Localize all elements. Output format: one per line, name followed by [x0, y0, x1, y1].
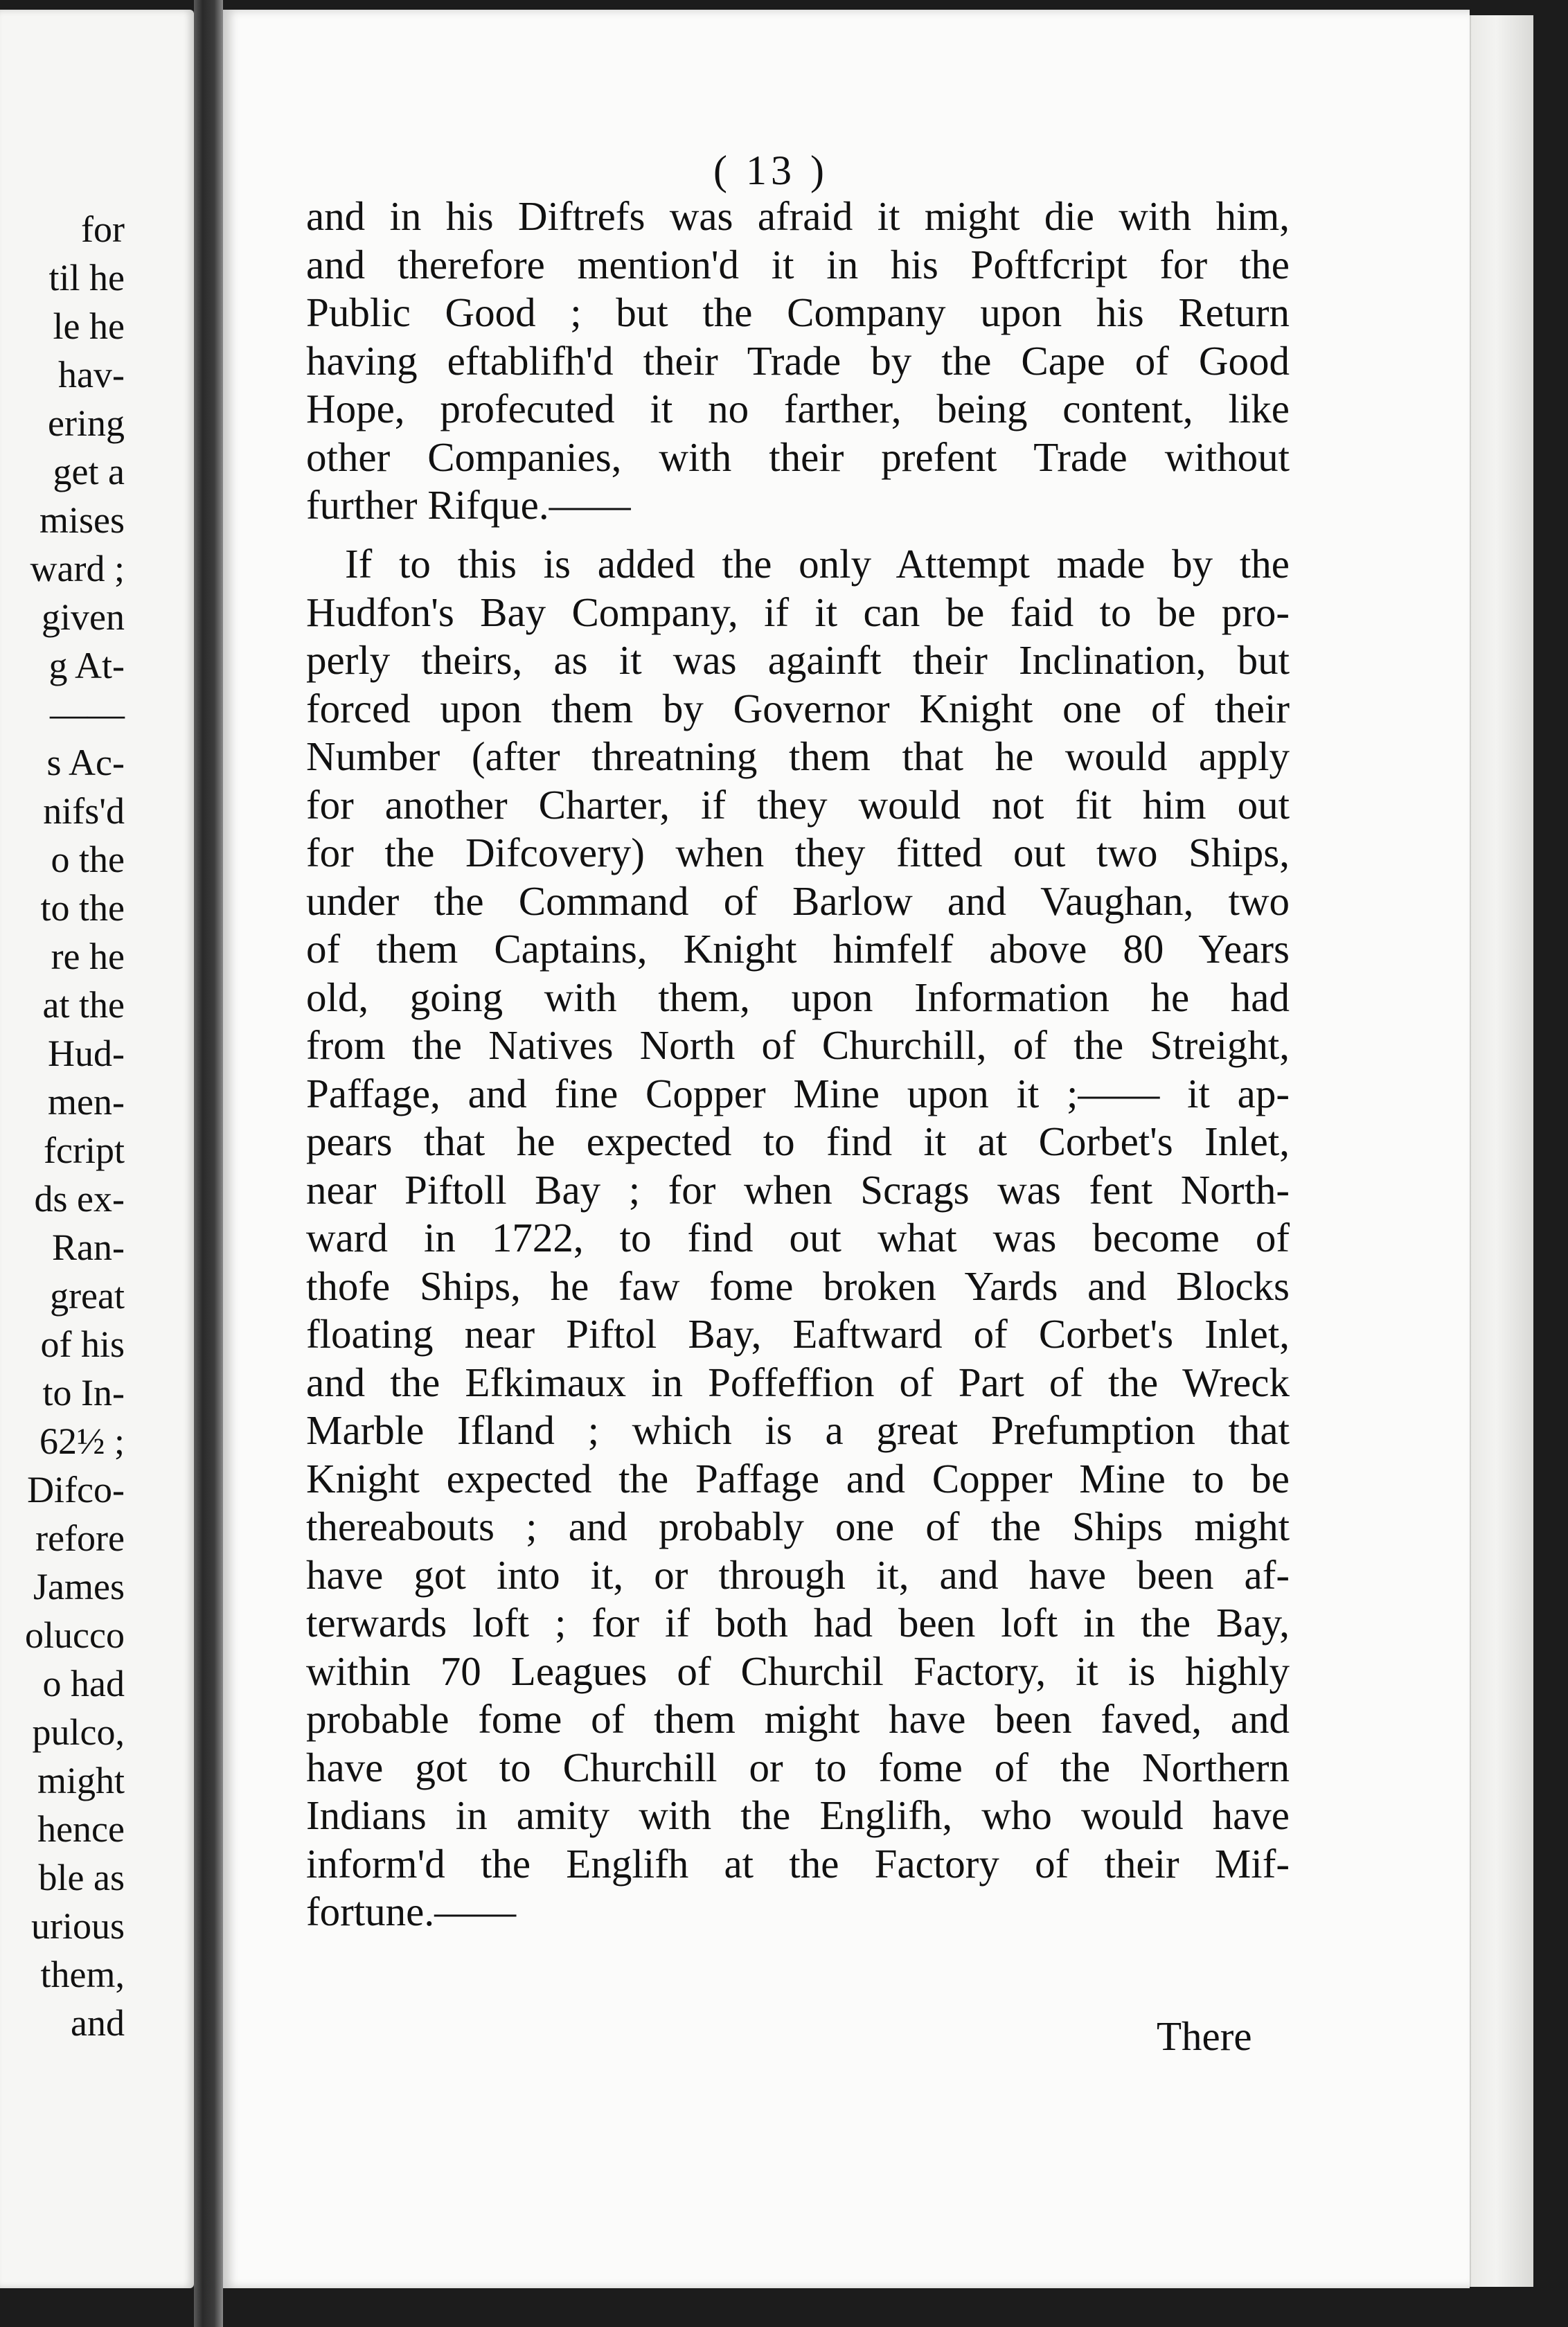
text-line: forced upon them by Governor Knight one of their: [306, 685, 1290, 731]
page-edge: [1470, 15, 1533, 2287]
left-page-line: ds ex-: [34, 1178, 125, 1220]
text-line: terwards loft ; for if both had been loft in the Bay,: [306, 1600, 1290, 1646]
left-page-line: for: [81, 208, 125, 250]
text-line: and in his Diftrefs was afraid it might die with him,: [306, 193, 1290, 239]
text-line: for the Difcovery) when they fitted out two Ships,: [306, 830, 1290, 875]
left-page-line: them,: [40, 1954, 125, 1995]
text-line: further Rifque.——: [306, 482, 631, 528]
left-page-line: ering: [48, 402, 125, 444]
left-page-line: of his: [40, 1323, 125, 1365]
paragraph-1: [306, 193, 1290, 530]
text-line: pears that he expected to find it at Corbet's Inlet,: [306, 1118, 1290, 1164]
left-page-line: to In-: [42, 1372, 125, 1414]
text-line: old, going with them, upon Information he had: [306, 974, 1290, 1020]
text-line: Hudfon's Bay Company, if it can be faid to be pro-: [306, 589, 1290, 635]
text-line: have got into it, or through it, and have been af-: [306, 1551, 1290, 1598]
left-page-line: pulco,: [32, 1711, 125, 1753]
left-page-line: might: [37, 1760, 125, 1801]
text-line: near Piftoll Bay ; for when Scrags was fent North-: [306, 1166, 1290, 1213]
text-line: thofe Ships, he faw fome broken Yards and Blocks: [306, 1263, 1290, 1309]
left-page-line: ward ;: [30, 548, 125, 589]
text-line: of them Captains, Knight himfelf above 80 Years: [306, 926, 1290, 972]
text-line: from the Natives North of Churchill, of the Streight,: [306, 1022, 1290, 1068]
text-line: Marble Ifland ; which is a great Prefumption that: [306, 1407, 1290, 1453]
left-page-line: urious: [31, 1905, 125, 1947]
left-page-line: le he: [53, 305, 125, 347]
left-page-line: ble as: [38, 1857, 125, 1898]
left-page-line: s Ac-: [46, 742, 125, 783]
left-page-line: at the: [42, 984, 125, 1026]
text-line: other Companies, with their prefent Trade without: [306, 434, 1290, 480]
text-line: inform'd the Englifh at the Factory of their Mif-: [306, 1840, 1290, 1887]
left-page-line: James: [33, 1566, 125, 1607]
text-line: and therefore mention'd it in his Poftfcript for the: [306, 241, 1290, 287]
book-gutter: [194, 0, 223, 2327]
left-page-line: o the: [51, 839, 125, 880]
left-page-line: Ran-: [52, 1227, 125, 1268]
left-page-line: 62½ ;: [39, 1420, 125, 1462]
left-page-line: fcript: [44, 1130, 125, 1171]
text-line: Public Good ; but the Company upon his Return: [306, 289, 1290, 335]
left-page-line: Hud-: [48, 1033, 125, 1074]
text-line: floating near Piftol Bay, Eaftward of Corbet's Inlet,: [306, 1311, 1290, 1357]
text-line: have got to Churchill or to fome of the Northern: [306, 1744, 1290, 1790]
left-page: [0, 10, 194, 2288]
text-line: within 70 Leagues of Churchil Factory, it is highly: [306, 1648, 1290, 1694]
text-line: and the Efkimaux in Poffeffion of Part of the Wreck: [306, 1359, 1290, 1405]
text-line: ward in 1722, to find out what was become of: [306, 1215, 1290, 1260]
left-page-line: mises: [39, 499, 125, 541]
text-line: having eftablifh'd their Trade by the Cape of Good: [306, 337, 1290, 384]
catchword: There: [1157, 2013, 1252, 2059]
text-line: perly theirs, as it was againft their Inclination, but: [306, 637, 1290, 683]
left-page-line: olucco: [25, 1614, 125, 1656]
text-line: for another Charter, if they would not fit him out: [306, 781, 1290, 828]
text-line: probable fome of them might have been faved, and: [306, 1696, 1290, 1742]
text-line: Number (after threatning them that he would apply: [306, 733, 1290, 779]
text-line: fortune.——: [306, 1889, 517, 1934]
left-page-line: refore: [35, 1517, 125, 1559]
left-page-line: nifs'd: [43, 790, 125, 832]
left-page-line: hence: [37, 1808, 125, 1850]
left-page-line: great: [50, 1275, 125, 1317]
left-page-line: til he: [48, 257, 125, 298]
left-page-line: hav-: [58, 354, 125, 395]
left-page-line: o had: [42, 1663, 125, 1704]
left-page-line: Difco-: [27, 1469, 125, 1510]
text-line: Hope, profecuted it no farther, being content, like: [306, 386, 1290, 431]
text-line: If to this is added the only Attempt made by the: [345, 541, 1290, 587]
text-line: Paffage, and fine Copper Mine upon it ;—— it ap-: [306, 1070, 1290, 1116]
page-number: ( 13 ): [713, 148, 828, 193]
left-page-line: and: [71, 2002, 125, 2044]
text-line: Indians in amity with the Englifh, who would have: [306, 1792, 1290, 1838]
left-page-line: men-: [48, 1081, 125, 1123]
left-page-line: to the: [40, 887, 125, 929]
left-page-line: get a: [53, 451, 125, 492]
left-page-line: ——: [50, 693, 125, 735]
left-page-line: re he: [51, 936, 125, 977]
paragraph-2: [306, 540, 1290, 1936]
left-page-line: g At-: [48, 645, 125, 686]
text-line: under the Command of Barlow and Vaughan, two: [306, 877, 1290, 924]
left-page-line: given: [42, 596, 125, 638]
text-line: thereabouts ; and probably one of the Ships might: [306, 1504, 1290, 1549]
text-line: Knight expected the Paffage and Copper Mine to be: [306, 1455, 1290, 1501]
